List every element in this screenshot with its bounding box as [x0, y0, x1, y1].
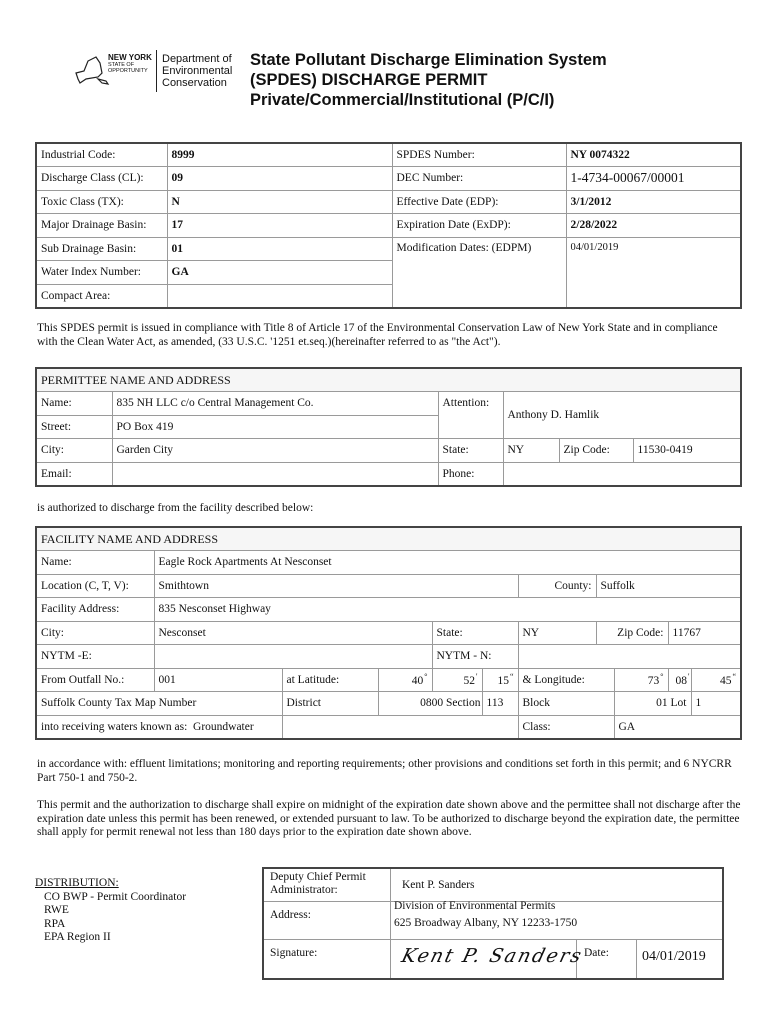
permittee-email-value	[112, 462, 438, 486]
lon-deg-value: 73	[647, 675, 660, 688]
facility-receiving-waters	[36, 715, 282, 739]
permittee-street-value: PO Box 419	[112, 415, 438, 439]
permittee-table	[35, 367, 742, 487]
admin-label: Deputy Chief Permit Administrator:	[270, 871, 366, 896]
lat-deg-mark: °	[424, 672, 428, 682]
facility-location-value: Smithtown	[154, 574, 518, 598]
facility-lon-sec	[691, 668, 741, 692]
date-value: 04/01/2019	[642, 949, 706, 964]
address-line-2: 625 Broadway Albany, NY 12233-1750	[394, 917, 578, 929]
distribution-item: RPA	[44, 917, 66, 930]
district-value: 0800	[420, 697, 444, 710]
facility-nytm-e-label: NYTM -E:	[36, 645, 154, 669]
lat-min-mark: '	[476, 672, 478, 682]
facility-class-label: Class:	[518, 715, 614, 739]
title-line-3: Private/Commercial/Institutional (P/C/I)	[250, 91, 555, 109]
discharge-class-label: Discharge Class (CL):	[36, 167, 167, 191]
facility-address-label: Facility Address:	[36, 598, 154, 622]
section-label: Section	[446, 697, 481, 710]
toxic-class-value: N	[167, 190, 392, 214]
compact-area-label: Compact Area:	[36, 284, 167, 308]
effective-date-label: Effective Date (EDP):	[392, 190, 566, 214]
modification-dates-label: Modification Dates: (EDPM)	[392, 237, 566, 308]
effective-date-value: 3/1/2012	[566, 190, 741, 214]
facility-table	[35, 526, 742, 740]
facility-lat-min	[432, 668, 482, 692]
major-drainage-value: 17	[167, 214, 392, 238]
date-label: Date:	[584, 947, 609, 959]
permittee-zip-label: Zip Code:	[559, 439, 633, 463]
facility-name-label: Name:	[36, 551, 154, 575]
toxic-class-label: Toxic Class (TX):	[36, 190, 167, 214]
facility-lon-min	[668, 668, 691, 692]
permit-title	[250, 50, 607, 110]
facility-outfall-value: 001	[154, 668, 282, 692]
logo-sub-text-2: OPPORTUNITY	[108, 68, 148, 74]
facility-longitude-label: & Longitude:	[518, 668, 614, 692]
permittee-state-value: NY	[503, 439, 559, 463]
permittee-phone-label: Phone:	[438, 462, 503, 486]
facility-state-label: State:	[432, 621, 518, 645]
facility-address-value: 835 Nesconset Highway	[154, 598, 741, 622]
permittee-street-label: Street:	[36, 415, 112, 439]
industrial-code-label: Industrial Code:	[36, 143, 167, 167]
industrial-code-value: 8999	[167, 143, 392, 167]
permittee-state-label: State:	[438, 439, 503, 463]
water-index-label: Water Index Number:	[36, 261, 167, 285]
facility-section-value: 113	[482, 692, 518, 716]
facility-county-label: County:	[518, 574, 596, 598]
logo-sub-text-1: STATE OF	[108, 62, 135, 68]
accordance-paragraph: in accordance with: effluent limitations; monitoring and reporting requirements; other provisions and conditions set forth in this permit; and 6 NYCRR Part 750-1 and 750-2.	[37, 758, 732, 784]
distribution-item: CO BWP - Permit Coordinator	[44, 890, 187, 903]
facility-name-value: Eagle Rock Apartments At Nesconset	[154, 551, 741, 575]
sub-drainage-label: Sub Drainage Basin:	[36, 237, 167, 261]
permittee-attention-value: Anthony D. Hamlik	[503, 392, 741, 439]
dept-line-3: Conservation	[162, 77, 227, 89]
spdes-number-value: NY 0074322	[566, 143, 741, 167]
signature-label: Signature:	[270, 947, 318, 959]
facility-city-value: Nesconset	[154, 621, 432, 645]
lat-sec-mark: “	[509, 672, 514, 682]
discharge-class-value: 09	[167, 167, 392, 191]
dept-line-1: Department of	[162, 53, 232, 65]
facility-zip-value: 11767	[668, 621, 741, 645]
new-york-state-map-icon	[70, 53, 110, 89]
facility-zip-label: Zip Code:	[596, 621, 668, 645]
dec-number-label: DEC Number:	[392, 167, 566, 191]
logo-divider	[156, 50, 157, 92]
permittee-phone-value	[503, 462, 741, 486]
distribution-title: DISTRIBUTION:	[35, 877, 119, 889]
authorized-paragraph: is authorized to discharge from the facility described below:	[37, 502, 314, 514]
modification-dates-value: 04/01/2019	[566, 237, 741, 308]
major-drainage-label: Major Drainage Basin:	[36, 214, 167, 238]
facility-latitude-label: at Latitude:	[282, 668, 378, 692]
signature-block	[262, 867, 724, 980]
lat-sec-value: 15	[497, 675, 509, 688]
expiration-date-label: Expiration Date (ExDP):	[392, 214, 566, 238]
water-index-value: GA	[167, 261, 392, 285]
facility-outfall-label: From Outfall No.:	[36, 668, 154, 692]
facility-lon-deg	[614, 668, 668, 692]
facility-receiving-blank	[282, 715, 518, 739]
distribution-item: RWE	[44, 904, 69, 916]
spdes-number-label: SPDES Number:	[392, 143, 566, 167]
facility-state-value: NY	[518, 621, 596, 645]
facility-tax-map-label: Suffolk County Tax Map Number	[36, 692, 282, 716]
facility-class-value: GA	[614, 715, 741, 739]
facility-section-title: FACILITY NAME AND ADDRESS	[36, 527, 741, 551]
lat-min-value: 52	[463, 675, 476, 688]
lon-sec-value: 45	[720, 675, 732, 688]
permit-info-table	[35, 142, 742, 309]
title-line-2: (SPDES) DISCHARGE PERMIT	[250, 71, 488, 89]
distribution-item: EPA Region II	[44, 931, 111, 943]
expiration-paragraph: This permit and the authorization to discharge shall expire on midnight of the expiration date shown above and the permittee shall not discharge after the expiration date unless this permit has been renewed, or extended pursuant to law. To be authorized to discharge beyond the expiration date, the permittee shall apply for permit renewal not less than 180 days prior to the expiration date shown above.	[37, 799, 741, 838]
facility-nytm-n-value	[518, 645, 741, 669]
permittee-section-title: PERMITTEE NAME AND ADDRESS	[36, 368, 741, 392]
facility-lat-sec	[482, 668, 518, 692]
permittee-zip-value: 11530-0419	[633, 439, 741, 463]
lon-min-mark: '	[688, 672, 690, 682]
permittee-city-value: Garden City	[112, 439, 438, 463]
permittee-city-label: City:	[36, 439, 112, 463]
handwritten-signature: Kent P. Sanders	[399, 945, 586, 967]
expiration-date-value: 2/28/2022	[566, 214, 741, 238]
facility-city-label: City:	[36, 621, 154, 645]
admin-name: Kent P. Sanders	[402, 879, 475, 891]
permittee-name-value: 835 NH LLC c/o Central Management Co.	[112, 392, 438, 416]
permittee-email-label: Email:	[36, 462, 112, 486]
facility-nytm-e-value	[154, 645, 432, 669]
sub-drainage-value: 01	[167, 237, 392, 261]
facility-location-label: Location (C, T, V):	[36, 574, 154, 598]
receiving-value: Groundwater	[193, 720, 254, 733]
dec-number-value: 1-4734-00067/00001	[566, 167, 741, 191]
address-label: Address:	[270, 909, 311, 921]
compliance-paragraph: This SPDES permit is issued in compliance with Title 8 of Article 17 of the Environmental Conservation Law of New York State and in compliance with the Clean Water Act, as amended, (33 U.S.C. '1251 et.seq.)(hereinafter referred to as "the Act").	[37, 322, 718, 348]
lot-label: Lot	[670, 697, 687, 710]
facility-block-label: Block	[518, 692, 614, 716]
receiving-label: into receiving waters known as:	[41, 720, 188, 733]
lon-min-value: 08	[675, 675, 688, 688]
dept-line-2: Environmental	[162, 65, 233, 77]
facility-lat-deg	[378, 668, 432, 692]
lat-deg-value: 40	[411, 675, 424, 688]
distribution-list	[35, 877, 186, 945]
permittee-attention-label: Attention:	[438, 392, 503, 439]
lon-sec-mark: “	[732, 672, 737, 682]
address-line-1: Division of Environmental Permits	[394, 900, 556, 912]
facility-nytm-n-label: NYTM - N:	[432, 645, 518, 669]
facility-district-label: District	[282, 692, 378, 716]
permittee-name-label: Name:	[36, 392, 112, 416]
facility-district-value	[378, 692, 482, 716]
lon-deg-mark: °	[660, 672, 664, 682]
title-line-1: State Pollutant Discharge Elimination System	[250, 51, 607, 69]
block-value: 01	[656, 697, 668, 710]
facility-lot-value: 1	[691, 692, 741, 716]
facility-county-value: Suffolk	[596, 574, 741, 598]
logo-state-text: NEW YORK	[108, 53, 152, 62]
nys-dec-logo	[70, 50, 240, 94]
facility-block-value	[614, 692, 691, 716]
compact-area-value	[167, 284, 392, 308]
